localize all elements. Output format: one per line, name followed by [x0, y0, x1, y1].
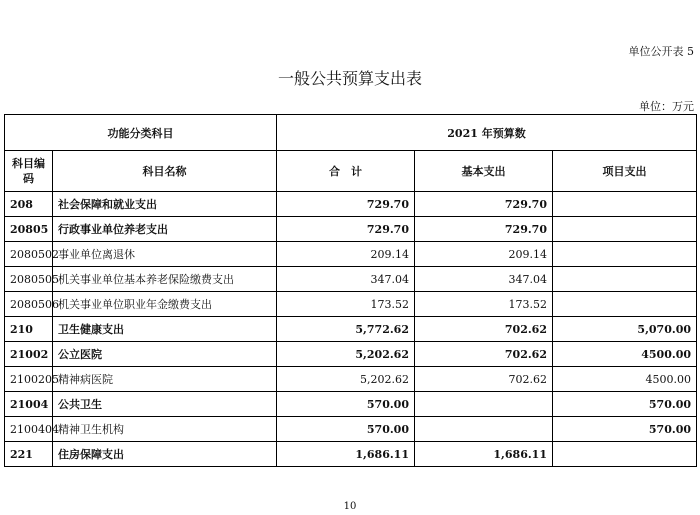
budget-year-header: 2021 年预算数: [277, 115, 697, 151]
row-basic: 1,686.11: [415, 442, 553, 467]
row-basic: 702.62: [415, 367, 553, 392]
row-basic: 347.04: [415, 267, 553, 292]
total-header: 合 计: [277, 151, 415, 192]
basic-header: 基本支出: [415, 151, 553, 192]
table-row: [5, 192, 697, 217]
table-row: [5, 267, 697, 292]
header-row-columns: [5, 151, 697, 192]
row-basic: [415, 392, 553, 417]
row-code: 21004: [5, 392, 53, 417]
row-total: 729.70: [277, 217, 415, 242]
row-name: 精神卫生机构: [53, 417, 277, 442]
name-header: 科目名称: [53, 151, 277, 192]
row-name: 机关事业单位职业年金缴费支出: [53, 292, 277, 317]
row-basic: 209.14: [415, 242, 553, 267]
row-basic: 173.52: [415, 292, 553, 317]
row-total: 347.04: [277, 267, 415, 292]
project-header: 项目支出: [553, 151, 697, 192]
row-name: 公立医院: [53, 342, 277, 367]
row-name: 行政事业单位养老支出: [53, 217, 277, 242]
row-code: 20805: [5, 217, 53, 242]
row-code: 2100205: [5, 367, 53, 392]
form-number: 单位公开表 5: [628, 45, 694, 58]
row-project: [553, 442, 697, 467]
row-project: [553, 242, 697, 267]
row-name: 社会保障和就业支出: [53, 192, 277, 217]
row-total: 570.00: [277, 417, 415, 442]
page-number: 10: [343, 501, 357, 512]
unit-label: 单位：万元: [639, 100, 694, 113]
row-total: 1,686.11: [277, 442, 415, 467]
category-header: 功能分类科目: [5, 115, 277, 151]
row-code: 208: [5, 192, 53, 217]
row-total: 729.70: [277, 192, 415, 217]
table-row: [5, 367, 697, 392]
row-total: 570.00: [277, 392, 415, 417]
row-total: 209.14: [277, 242, 415, 267]
row-project: 4500.00: [553, 342, 697, 367]
row-name: 公共卫生: [53, 392, 277, 417]
row-code: 2080506: [5, 292, 53, 317]
row-code: 2100404: [5, 417, 53, 442]
table-row: [5, 392, 697, 417]
budget-table: [4, 114, 697, 467]
table-row: [5, 242, 697, 267]
row-project: [553, 192, 697, 217]
row-project: 4500.00: [553, 367, 697, 392]
page-title: 一般公共预算支出表: [277, 69, 422, 88]
table-row: [5, 417, 697, 442]
row-project: [553, 267, 697, 292]
code-header: 科目编码: [5, 151, 53, 192]
row-basic: 729.70: [415, 217, 553, 242]
row-code: 2080502: [5, 242, 53, 267]
row-name: 卫生健康支出: [53, 317, 277, 342]
row-basic: 729.70: [415, 192, 553, 217]
row-code: 221: [5, 442, 53, 467]
row-name: 住房保障支出: [53, 442, 277, 467]
table-row: [5, 292, 697, 317]
row-code: 21002: [5, 342, 53, 367]
table-row: [5, 342, 697, 367]
row-name: 精神病医院: [53, 367, 277, 392]
table-row: [5, 442, 697, 467]
row-total: 5,772.62: [277, 317, 415, 342]
row-name: 事业单位离退休: [53, 242, 277, 267]
header-row-top: [5, 115, 697, 151]
row-total: 5,202.62: [277, 342, 415, 367]
row-name: 机关事业单位基本养老保险缴费支出: [53, 267, 277, 292]
row-project: 570.00: [553, 417, 697, 442]
row-basic: 702.62: [415, 317, 553, 342]
row-project: [553, 292, 697, 317]
row-code: 210: [5, 317, 53, 342]
row-project: 570.00: [553, 392, 697, 417]
row-total: 173.52: [277, 292, 415, 317]
row-basic: 702.62: [415, 342, 553, 367]
row-total: 5,202.62: [277, 367, 415, 392]
table-row: [5, 217, 697, 242]
row-project: 5,070.00: [553, 317, 697, 342]
row-project: [553, 217, 697, 242]
row-basic: [415, 417, 553, 442]
table-row: [5, 317, 697, 342]
row-code: 2080505: [5, 267, 53, 292]
